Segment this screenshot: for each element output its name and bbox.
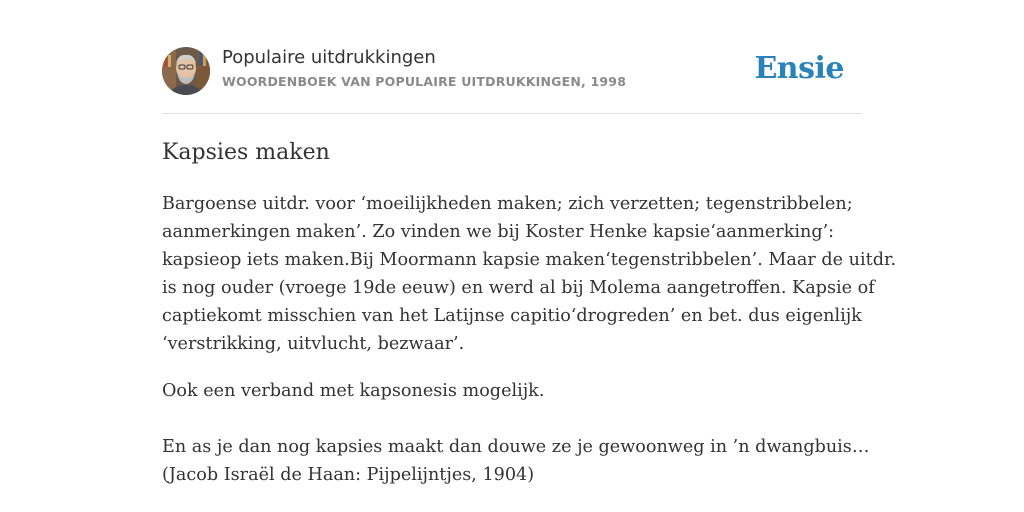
entry-body — [162, 190, 897, 489]
paragraph-line: ‘verstrikking, uitvlucht, bezwaar’. — [162, 334, 465, 354]
paragraph-line: aanmerkingen maken’. Zo vinden we bij Koster Henke kapsie‘aanmerking’: — [162, 222, 835, 242]
quote-source: (Jacob Israël de Haan: Pijpelijntjes, 1904) — [162, 465, 535, 485]
author-portrait-icon — [162, 47, 210, 95]
paragraph-line: is nog ouder (vroege 19de eeuw) en werd al bij Molema aangetroffen. Kapsie of — [162, 278, 875, 298]
paragraph-line: kapsieop iets maken.Bij Moormann kapsie maken‘tegenstribbelen’. Maar de uitdr. — [162, 250, 897, 270]
author-avatar[interactable] — [162, 47, 210, 95]
entry-header — [162, 46, 862, 96]
paragraph-line: captiekomt misschien van het Latijnse capitio‘drogreden’ en bet. dus eigenlijk — [162, 306, 862, 326]
paragraph-gap — [162, 405, 862, 433]
source-info — [222, 46, 626, 91]
header-divider — [162, 113, 862, 114]
paragraph-gap — [162, 358, 862, 377]
entry-headword: Kapsies maken — [162, 140, 330, 165]
quote-text: En as je dan nog kapsies maakt dan douwe ze je gewoonweg in ’n dwangbuis… — [162, 437, 870, 457]
ensie-logo[interactable]: Ensie — [754, 51, 844, 86]
source-title[interactable]: Populaire uitdrukkingen — [222, 47, 436, 68]
source-subtitle: WOORDENBOEK VAN POPULAIRE UITDRUKKINGEN, 1998 — [222, 74, 627, 89]
paragraph-2: Ook een verband met kapsonesis mogelijk. — [162, 381, 545, 401]
paragraph-line: Bargoense uitdr. voor ‘moeilijkheden maken; zich verzetten; tegenstribbelen; — [162, 194, 853, 214]
